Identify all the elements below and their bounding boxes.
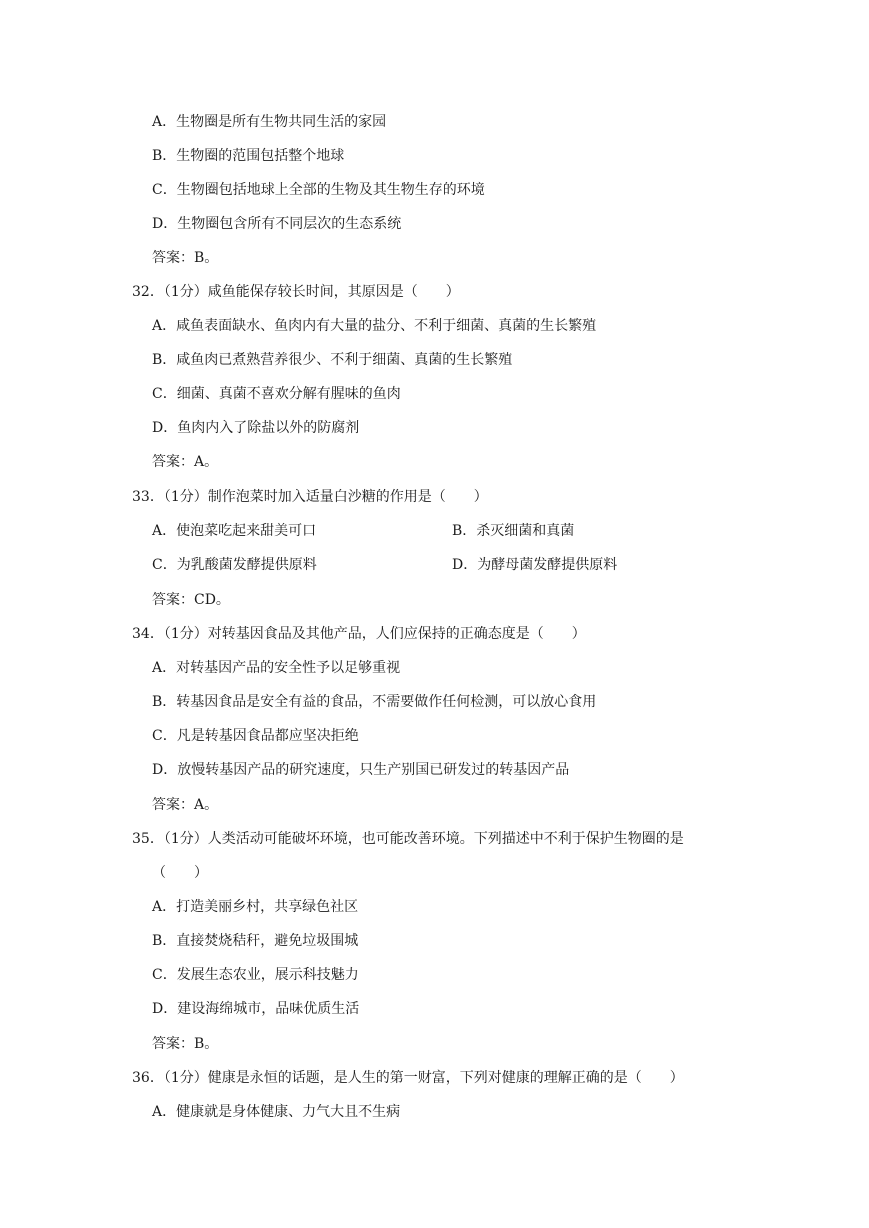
q31-option-d: D．生物圈包含所有不同层次的生态系统	[152, 216, 402, 232]
q33-option-d: D．为酵母菌发酵提供原料	[452, 557, 618, 573]
q31-option-a: A．生物圈是所有生物共同生活的家园	[152, 114, 387, 130]
q32-option-c: C．细菌、真菌不喜欢分解有腥味的鱼肉	[152, 386, 401, 402]
q35-answer: 答案：B。	[152, 1036, 219, 1052]
q35-stem: 35．（1分）人类活动可能破坏环境，也可能改善环境。下列描述中不利于保护生物圈的是	[132, 831, 684, 847]
q34-option-d: D．放慢转基因产品的研究速度，只生产别国已研发过的转基因产品	[152, 762, 570, 778]
q32-answer: 答案：A。	[152, 454, 219, 470]
q34-stem: 34．（1分）对转基因食品及其他产品，人们应保持的正确态度是（ ）	[132, 626, 586, 642]
q35-option-a: A．打造美丽乡村，共享绿色社区	[152, 899, 359, 915]
q31-option-b: B．生物圈的范围包括整个地球	[152, 148, 345, 164]
q33-stem: 33．（1分）制作泡菜时加入适量白沙糖的作用是（ ）	[132, 489, 488, 505]
q34-option-b: B．转基因食品是安全有益的食品，不需要做作任何检测，可以放心食用	[152, 694, 597, 710]
q35-option-c: C．发展生态农业，展示科技魅力	[152, 967, 359, 983]
q33-option-c: C．为乳酸菌发酵提供原料	[152, 557, 317, 573]
q34-option-a: A．对转基因产品的安全性予以足够重视	[152, 660, 401, 676]
q33-answer: 答案：CD。	[152, 592, 230, 608]
q35-stem-continued: （ ）	[152, 865, 208, 881]
q34-answer: 答案：A。	[152, 797, 219, 813]
q33-option-a: A．使泡菜吃起来甜美可口	[152, 523, 317, 539]
q31-answer: 答案：B。	[152, 250, 219, 266]
q33-option-b: B．杀灭细菌和真菌	[452, 523, 575, 539]
q32-option-d: D．鱼肉内入了除盐以外的防腐剂	[152, 420, 360, 436]
q34-option-c: C．凡是转基因食品都应坚决拒绝	[152, 728, 359, 744]
q32-option-a: A．咸鱼表面缺水、鱼肉内有大量的盐分、不利于细菌、真菌的生长繁殖	[152, 318, 597, 334]
q36-stem: 36．（1分）健康是永恒的话题，是人生的第一财富，下列对健康的理解正确的是（ ）	[132, 1070, 684, 1086]
q31-option-c: C．生物圈包括地球上全部的生物及其生物生存的环境	[152, 182, 485, 198]
q35-option-d: D．建设海绵城市，品味优质生活	[152, 1001, 360, 1017]
q32-stem: 32．（1分）咸鱼能保存较长时间，其原因是（ ）	[132, 284, 460, 300]
q32-option-b: B．咸鱼肉已煮熟营养很少、不利于细菌、真菌的生长繁殖	[152, 352, 513, 368]
q36-option-a: A．健康就是身体健康、力气大且不生病	[152, 1104, 401, 1120]
q35-option-b: B．直接焚烧秸秆，避免垃圾围城	[152, 933, 359, 949]
